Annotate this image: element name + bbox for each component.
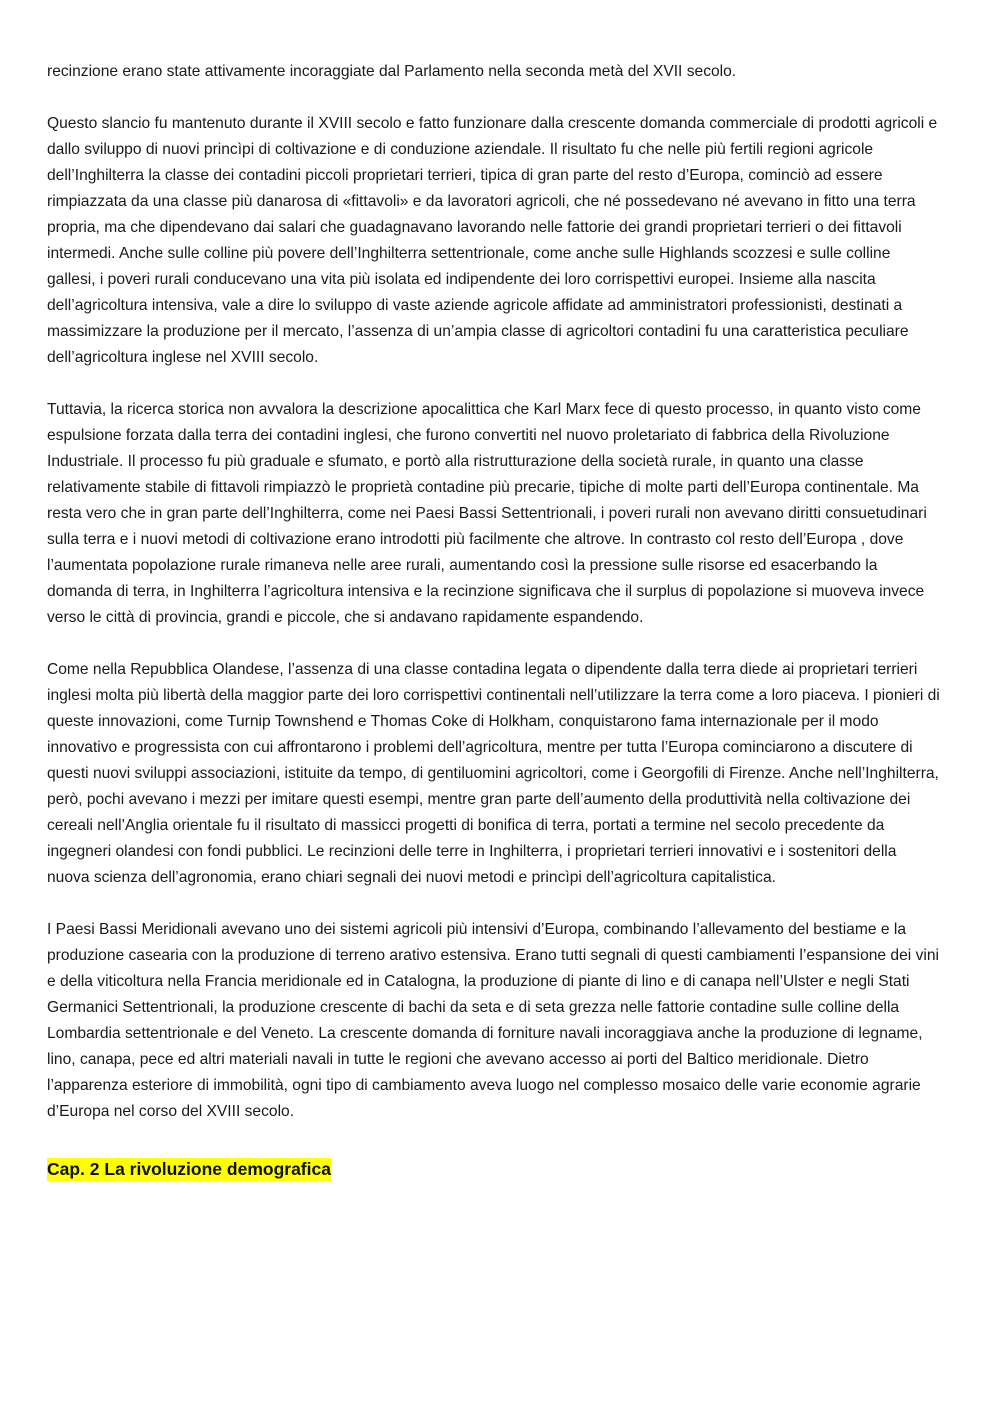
chapter-heading-highlight: Cap. 2 La rivoluzione demografica [47, 1159, 331, 1179]
paragraph-enclosure-end: recinzione erano state attivamente incoraggiate dal Parlamento nella seconda metà del XVII secolo. [47, 63, 737, 80]
paragraph-dutch-republic-comparison: Come nella Repubblica Olandese, l’assenza di una classe contadina legata o dipendente dalla terra diede ai proprietari terrieri inglesi molta più libertà della maggior parte dei loro corrispettivi continentali nell’utilizzare la terra come a loro piaceva. I pionieri di queste innovazioni, come Turnip Townshend e Thomas Coke di Holkham, conquistarono fama internazionale per il modo innovativo e progressista con cui affrontarono i problemi dell’agricoltura, mentre per tutta l’Europa cominciarono a discutere di questi nuovi sviluppi associazioni, istituite da tempo, di gentiluomini agricoltori, come i Georgofili di Firenze. Anche nell’Inghilterra, però, pochi avevano i mezzi per imitare questi esempi, mentre gran parte dell’aumento della produttività nella coltivazione dei cereali nell’Anglia orientale fu il risultato di massicci progetti di bonifica di terra, portati a termine nel secolo precedente da ingegneri olandesi con fondi pubblici. Le recinzioni delle terre in Inghilterra, i proprietari terrieri innovativi e i sostenitori della nuova scienza dell’agronomia, erano chiari segnali dei nuovi metodi e princìpi dell’agricoltura capitalistica. [47, 661, 940, 886]
document-page [47, 59, 942, 1183]
chapter-heading [47, 1151, 942, 1183]
paragraph-eighteenth-century-momentum: Questo slancio fu mantenuto durante il XVIII secolo e fatto funzionare dalla crescente domanda commerciale di prodotti agricoli e dallo sviluppo di nuovi princìpi di coltivazione e di conduzione aziendale. Il risultato fu che nelle più fertili regioni agricole dell’Inghilterra la classe dei contadini piccoli proprietari terrieri, tipica di gran parte del resto d’Europa, cominciò ad essere rimpiazzata da una classe più danarosa di «fittavoli» e da lavoratori agricoli, che né possedevano né avevano in fitto una terra propria, ma che dipendevano dai salari che guadagnavano lavorando nelle fattorie dei grandi proprietari terrieri o dei fittavoli intermedi. Anche sulle colline più povere dell’Inghilterra settentrionale, come anche sulle Highlands scozzesi e sulle colline gallesi, i poveri rurali conducevano una vita più isolata ed indipendente dei loro corrispettivi europei. Insieme alla nascita dell’agricoltura intensiva, vale a dire lo sviluppo di vaste aziende agricole affidate ad amministratori professionisti, destinati a massimizzare la produzione per il mercato, l’assenza di un’ampia classe di agricoltori contadini fu una caratteristica peculiare dell’agricoltura inglese nel XVIII secolo. [47, 115, 938, 366]
paragraph-southern-low-countries: I Paesi Bassi Meridionali avevano uno dei sistemi agricoli più intensivi d’Europa, combinando l’allevamento del bestiame e la produzione casearia con la produzione di terreno arativo estensiva. Erano tutti segnali di questi cambiamenti l’espansione dei vini e della viticoltura nella Francia meridionale ed in Catalogna, la produzione di piante di lino e di canapa nell’Ulster e negli Stati Germanici Settentrionali, la produzione crescente di bachi da seta e di seta grezza nelle fattorie contadine sulle colline della Lombardia settentrionale e del Veneto. La crescente domanda di forniture navali incoraggiava anche la produzione di legname, lino, canapa, pece ed altri materiali navali in tutte le regioni che avevano accesso ai porti del Baltico meridionale. Dietro l’apparenza esteriore di immobilità, ogni tipo di cambiamento aveva luogo nel complesso mosaico delle varie economie agrarie d’Europa nel corso del XVIII secolo. [47, 921, 939, 1120]
paragraph-historical-research: Tuttavia, la ricerca storica non avvalora la descrizione apocalittica che Karl Marx fece di questo processo, in quanto visto come espulsione forzata dalla terra dei contadini inglesi, che furono convertiti nel nuovo proletariato di fabbrica della Rivoluzione Industriale. Il processo fu più graduale e sfumato, e portò alla ristrutturazione della società rurale, in quanto una classe relativamente stabile di fittavoli rimpiazzò le proprietà contadine più precarie, tipiche di molte parti dell’Europa continentale. Ma resta vero che in gran parte dell’Inghilterra, come nei Paesi Bassi Settentrionali, i poveri rurali non avevano diritti consuetudinari sulla terra e i nuovi metodi di coltivazione erano introdotti più facilmente che altrove. In contrasto col resto dell’Europa , dove l’aumentata popolazione rurale rimaneva nelle aree rurali, aumentando così la pressione sulle risorse ed esacerbando la domanda di terra, in Inghilterra l’agricoltura intensiva e la recinzione significava che il surplus di popolazione si muoveva invece verso le città di provincia, grandi e piccole, che si andavano rapidamente espandendo. [47, 401, 927, 626]
